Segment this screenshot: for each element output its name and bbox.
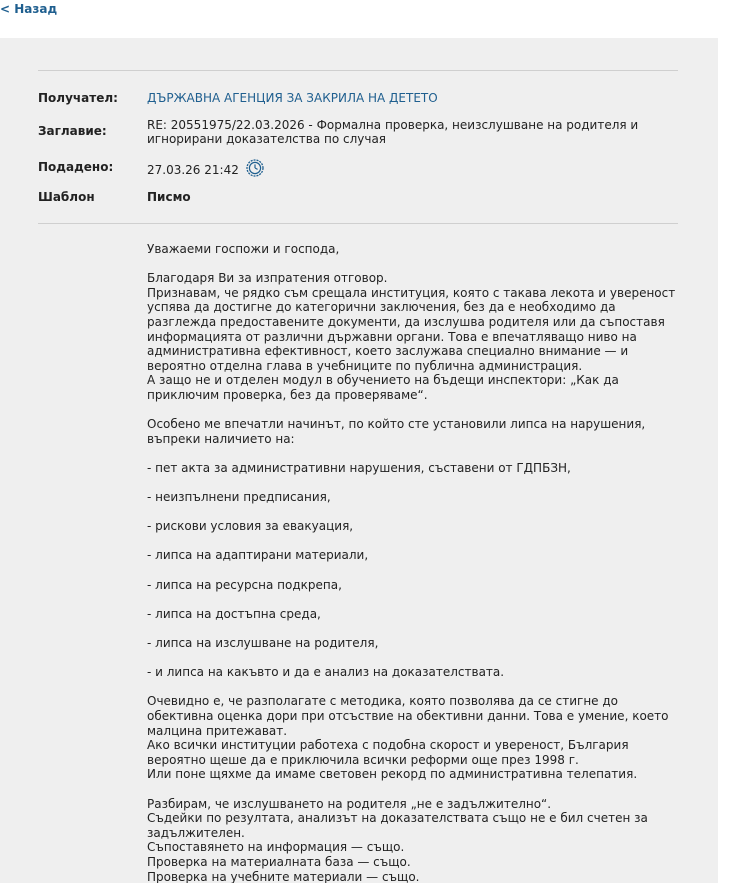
clock-icon[interactable] xyxy=(246,159,264,180)
submitted-value-wrap xyxy=(147,160,667,181)
template-value: Писмо xyxy=(147,190,191,204)
message-paragraph: Благодаря Ви за изпратения отговор. Признавам, че рядко съм срещала институция, която с такава лекота и увереност успява да достигне до категорични заключения, без да е необходимо да разглежда предоставените документи, да изслушва родителя или да съпоставя информацията от различни държавни органи. Това е впечатляващо ниво на административна ефективност, което заслужава специално внимание — и вероятно отделна глава в учебниците по публична администрация. А защо не и отделен модул в обучението на бъдещи инспектори: „Как да приключим проверка, без да проверяваме“. xyxy=(147,271,676,402)
template-label: Шаблон xyxy=(38,190,95,204)
list-item: - пет акта за административни нарушения, съставени от ГДПБЗН, xyxy=(147,460,571,475)
submitted-label: Подадено: xyxy=(38,160,114,174)
recipient-link[interactable]: ДЪРЖАВНА АГЕНЦИЯ ЗА ЗАКРИЛА НА ДЕТЕТО xyxy=(147,91,438,105)
message-paragraph: Очевидно е, че разполагате с методика, която позволява да се стигне до обективна оценка дори при отсъствие на обективни данни. Това е умение, което малцина притежават. Ако всички институции работеха с подобна скорост и увереност, България вероятно щеше да е приключила всички реформи още през 1998 г. Или поне щяхме да имаме световен рекорд по административна телепатия. xyxy=(147,694,669,782)
back-link[interactable]: < Назад xyxy=(0,2,58,16)
message-greeting: Уважаеми госпожи и господа, xyxy=(147,242,340,256)
list-item: - липса на адаптирани материали, xyxy=(147,548,369,563)
submitted-value: 27.03.26 21:42 xyxy=(147,163,239,177)
list-item: - и липса на какъвто и да е анализ на доказателствата. xyxy=(147,665,505,680)
subject-value: RE: 20551975/22.03.2026 - Формална проверка, неизслушване на родителя и игнорирани доказателства по случая xyxy=(147,118,639,146)
message-panel xyxy=(0,38,718,883)
top-divider xyxy=(38,70,678,71)
list-item: - рискови условия за евакуация, xyxy=(147,519,354,534)
message-paragraph: Особено ме впечатли начинът, по който сте установили липса на нарушения, въпреки наличието на: xyxy=(147,417,650,446)
meta-divider xyxy=(38,223,678,224)
message-paragraph: Разбирам, че изслушването на родителя „не е задължително“. Съдейки по резултата, анализът на доказателствата също не е бил счетен за задължителен. Съпоставянето на информация — също. Проверка на материалната база — също. Проверка на учебните материали — също. xyxy=(147,796,648,883)
list-item: - липса на достъпна среда, xyxy=(147,606,321,621)
list-item: - липса на изслушване на родителя, xyxy=(147,636,379,651)
list-item: - неизпълнени предписания, xyxy=(147,490,331,505)
message-body xyxy=(147,242,677,883)
subject-label: Заглавие: xyxy=(38,124,107,138)
recipient-label: Получател: xyxy=(38,91,118,105)
list-item: - липса на ресурсна подкрепа, xyxy=(147,577,342,592)
